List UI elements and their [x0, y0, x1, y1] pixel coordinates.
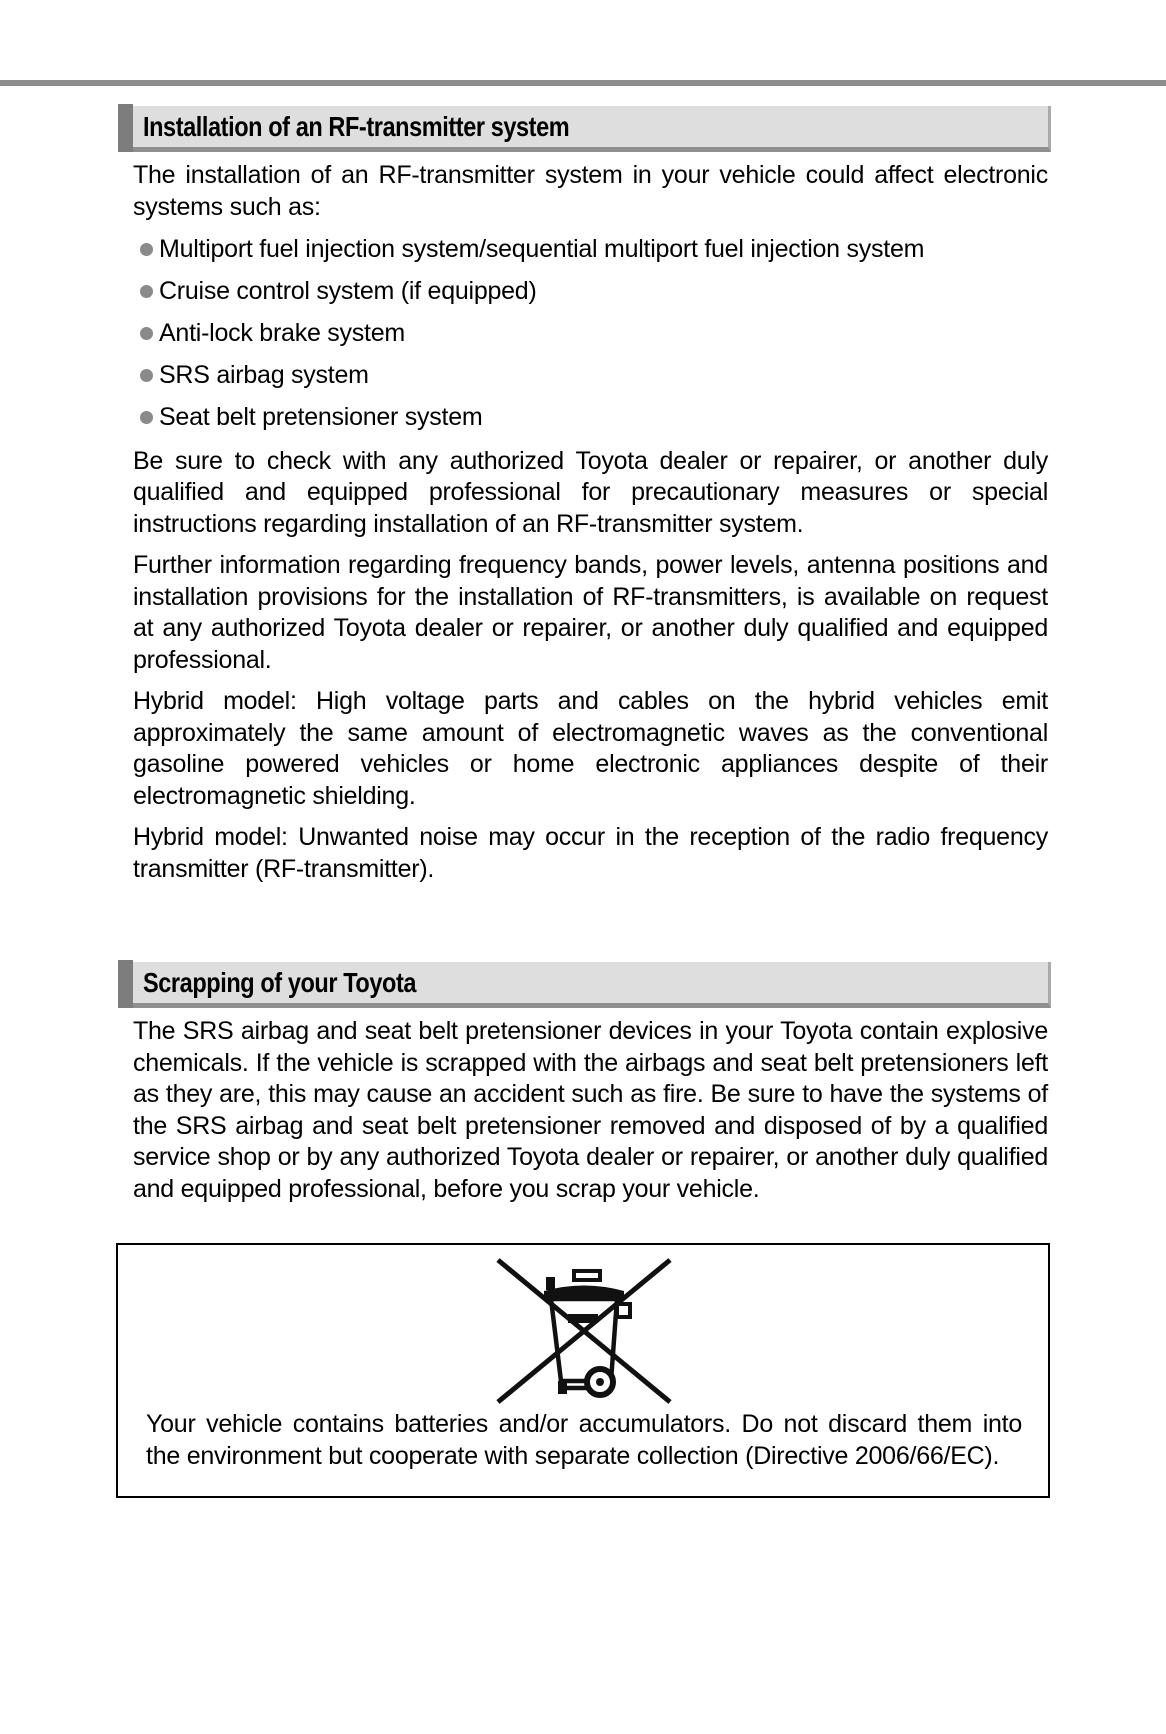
body-paragraph: Hybrid model: High voltage parts and cables on the hybrid vehicles emit approximately the same amount of electromagnetic waves as the conventional gasoline powered vehicles or home electronic appliances despite of their electromagnetic shielding. — [133, 687, 1048, 810]
section-header-rf-transmitter — [118, 106, 1051, 152]
body-paragraph: Further information regarding frequency bands, power levels, antenna positions and installation provisions for the installation of RF-transmitters, is available on request at any authorized Toyota dealer or repairer, or another duly qualified and equipped professional. — [133, 551, 1048, 674]
list-item-label: Seat belt pretensioner system — [159, 403, 483, 431]
battery-notice-text: Your vehicle contains batteries and/or accumulators. Do not discard them into the environment but cooperate with separate collection (Directive 2006/66/EC). — [146, 1410, 1022, 1470]
intro-paragraph: The installation of an RF-transmitter system in your vehicle could affect electronic systems such as: — [133, 161, 1048, 221]
list-item-label: Cruise control system (if equipped) — [159, 277, 537, 305]
section-body-rf-transmitter — [133, 160, 1048, 885]
battery-notice-box — [116, 1243, 1050, 1498]
body-paragraph: Be sure to check with any authorized Toyota dealer or repairer, or another duly qualified and equipped professional for precautionary measures or special instructions regarding installation of an RF-transmitter system. — [133, 446, 1048, 538]
list-item — [140, 402, 1048, 434]
body-paragraph: Hybrid model: Unwanted noise may occur in the reception of the radio frequency transmitter (RF-transmitter). — [133, 823, 1048, 883]
section-header-accent-bar — [118, 104, 133, 152]
section-title: Scrapping of your Toyota — [143, 967, 417, 998]
header-rule — [0, 80, 1166, 86]
section-header-scrapping — [118, 962, 1051, 1008]
list-item-label: SRS airbag system — [159, 361, 369, 389]
bullet-icon — [140, 243, 153, 256]
section-title: Installation of an RF-transmitter system — [143, 111, 570, 142]
list-item — [140, 318, 1048, 350]
bullet-icon — [140, 327, 153, 340]
bullet-icon — [140, 285, 153, 298]
section-body-scrapping — [133, 1016, 1048, 1205]
list-item — [140, 234, 1048, 266]
list-item — [140, 276, 1048, 308]
bullet-icon — [140, 411, 153, 424]
weee-crossed-out-wheeled-bin-icon — [484, 1257, 684, 1405]
body-paragraph: The SRS airbag and seat belt pretensioner devices in your Toyota contain explosive chemicals. If the vehicle is scrapped with the airbags and seat belt pretensioners left as they are, this may cause an accident such as fire. Be sure to have the systems of the SRS airbag and seat belt pretensioner removed and disposed of by a qualified service shop or by any authorized Toyota dealer or repairer, or another duly qualified and equipped professional, before you scrap your vehicle. — [133, 1017, 1048, 1203]
list-item-label: Anti-lock brake system — [159, 319, 405, 347]
list-item-label: Multiport fuel injection system/sequential multiport fuel injection system — [159, 235, 925, 263]
bullet-icon — [140, 369, 153, 382]
section-header-accent-bar — [118, 960, 133, 1008]
list-item — [140, 360, 1048, 392]
affected-systems-list — [133, 234, 1048, 434]
